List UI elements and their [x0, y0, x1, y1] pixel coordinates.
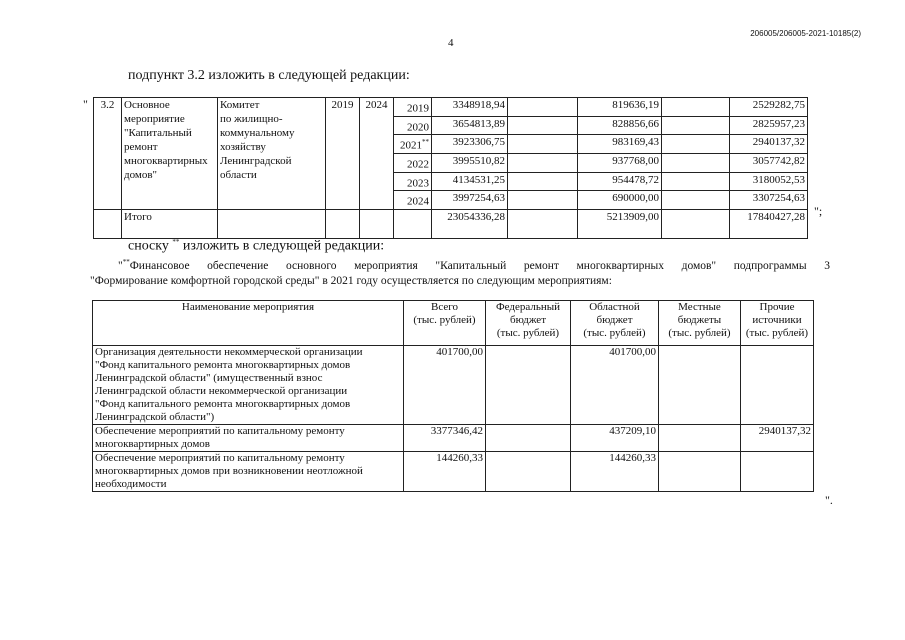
executor-line: области	[220, 169, 257, 181]
other-cell: 2529282,75	[730, 98, 808, 117]
section-heading-footnote	[128, 238, 384, 255]
table1-close-quote: ";	[814, 204, 823, 218]
table2-close-quote: ".	[825, 493, 833, 507]
event-name-cell	[122, 98, 218, 210]
table2-row	[93, 425, 814, 452]
regional-cell: 437209,10	[571, 425, 659, 452]
total-cell: 4134531,25	[432, 172, 508, 191]
year-cell	[394, 172, 432, 191]
activities-table	[92, 300, 814, 492]
regional-cell: 819636,19	[578, 98, 662, 117]
local-cell	[662, 116, 730, 135]
local-cell	[659, 346, 741, 425]
header-line: (тыс. рублей)	[413, 314, 476, 326]
total-row-other: 17840427,28	[730, 209, 808, 238]
regional-cell: 983169,43	[578, 135, 662, 154]
activity-name-line: Ленинградской области")	[95, 411, 215, 423]
activity-name-line: многоквартирных домов	[95, 438, 210, 450]
year-cell	[394, 153, 432, 172]
event-name-line: "Капитальный	[124, 127, 192, 139]
regional-cell: 144260,33	[571, 452, 659, 492]
executor-line: Комитет	[220, 99, 260, 111]
year-cell	[394, 135, 432, 154]
activity-name-cell	[93, 346, 404, 425]
federal-cell	[486, 346, 571, 425]
total-cell: 3348918,94	[432, 98, 508, 117]
paragraph-line-1	[90, 255, 830, 274]
heading2-mark: **	[172, 238, 180, 246]
executor-line: по жилищно-	[220, 113, 283, 125]
activity-name-line: необходимости	[95, 478, 167, 490]
header-line: Всего	[431, 301, 458, 313]
executor-line: хозяйству	[220, 141, 266, 153]
table1-row	[94, 98, 808, 117]
funding-table-subpoint	[93, 97, 808, 239]
year-value: 2024	[407, 195, 429, 208]
event-name-line: ремонт многоквартирных	[124, 141, 208, 167]
regional-cell: 937768,00	[578, 153, 662, 172]
event-name-line: Основное	[124, 99, 170, 111]
total-cell: 144260,33	[404, 452, 486, 492]
year-value: 2022	[407, 158, 429, 171]
year-cell	[394, 116, 432, 135]
activity-name-line: Ленинградской области некоммерческой организации	[95, 385, 348, 397]
header-line: источники	[752, 314, 802, 326]
other-cell: 3057742,82	[730, 153, 808, 172]
table2-header-row	[93, 301, 814, 346]
heading2-text-after: изложить в следующей редакции:	[179, 238, 385, 254]
start-year-cell: 2019	[326, 98, 360, 210]
local-cell	[662, 135, 730, 154]
other-cell: 2940137,32	[741, 425, 814, 452]
federal-cell	[508, 135, 578, 154]
total-row-total: 23054336,28	[432, 209, 508, 238]
paragraph-open-quote: "	[118, 259, 123, 272]
year-cell	[394, 98, 432, 117]
regional-cell: 954478,72	[578, 172, 662, 191]
total-row-label: Итого	[122, 209, 218, 238]
activity-name-line: Обеспечение мероприятий по капитальному ремонту	[95, 452, 345, 464]
page-number: 4	[448, 37, 454, 49]
total-row-empty-cell	[218, 209, 326, 238]
local-cell	[662, 153, 730, 172]
table2-row	[93, 346, 814, 425]
other-cell: 2940137,32	[730, 135, 808, 154]
header-other	[741, 301, 814, 346]
total-row-empty-cell	[326, 209, 360, 238]
activity-name-cell	[93, 452, 404, 492]
total-row-empty-cell	[662, 209, 730, 238]
other-cell: 2825957,23	[730, 116, 808, 135]
end-year-cell: 2024	[360, 98, 394, 210]
year-value: 2020	[407, 121, 429, 134]
table1-open-quote: "	[83, 97, 88, 111]
local-cell	[659, 425, 741, 452]
document-number: 206005/206005-2021-10185(2)	[750, 29, 861, 38]
total-row-empty-cell	[394, 209, 432, 238]
total-row-num-cell	[94, 209, 122, 238]
total-cell: 3377346,42	[404, 425, 486, 452]
federal-cell	[508, 116, 578, 135]
header-line: бюджет	[510, 314, 546, 326]
header-line: (тыс. рублей)	[583, 327, 646, 339]
other-cell	[741, 346, 814, 425]
activity-name-line: Обеспечение мероприятий по капитальному ремонту	[95, 425, 345, 437]
activity-name-line: "Фонд капитального ремонта многоквартирных домов	[95, 398, 351, 410]
header-line: Местные	[678, 301, 721, 313]
header-line: бюджет	[596, 314, 633, 326]
header-line: (тыс. рублей)	[496, 327, 560, 339]
local-cell	[662, 191, 730, 210]
total-cell: 3654813,89	[432, 116, 508, 135]
activity-name-line: Организация деятельности некоммерческой организации	[95, 346, 363, 358]
executor-line: коммунальному	[220, 127, 295, 139]
activity-name-line: "Фонд капитального ремонта многоквартирных домов	[95, 359, 351, 371]
year-cell	[394, 191, 432, 210]
executor-cell	[218, 98, 326, 210]
table2-row	[93, 452, 814, 492]
header-line: Федеральный	[495, 301, 561, 313]
total-cell: 401700,00	[404, 346, 486, 425]
header-loc	[659, 301, 741, 346]
local-cell	[662, 98, 730, 117]
local-cell	[659, 452, 741, 492]
total-cell: 3997254,63	[432, 191, 508, 210]
header-reg	[571, 301, 659, 346]
activity-name-line: Ленинградской области" (имущественный взнос	[95, 372, 323, 384]
paragraph-line1-text: Финансовое обеспечение основного мероприятия "Капитальный ремонт многоквартирных домов" подпрограммы 3	[129, 259, 830, 272]
other-cell: 3180052,53	[730, 172, 808, 191]
federal-cell	[508, 191, 578, 210]
total-row-regional: 5213909,00	[578, 209, 662, 238]
header-line: Областной	[589, 301, 640, 313]
year-footnote-mark: **	[422, 138, 429, 147]
activity-name-line: многоквартирных домов при возникновении неотложной	[95, 465, 363, 477]
paragraph-line-2: "Формирование комфортной городской среды" в 2021 году осуществляется по следующим мероприятиям:	[90, 274, 612, 287]
federal-cell	[508, 98, 578, 117]
section-heading-subpoint: подпункт 3.2 изложить в следующей редакции:	[128, 68, 410, 83]
federal-cell	[486, 452, 571, 492]
header-line: (тыс. рублей)	[745, 327, 809, 339]
total-row-empty-cell	[360, 209, 394, 238]
header-line: Прочие	[759, 301, 795, 313]
regional-cell: 401700,00	[571, 346, 659, 425]
activity-name-cell	[93, 425, 404, 452]
total-cell: 3995510,82	[432, 153, 508, 172]
other-cell: 3307254,63	[730, 191, 808, 210]
table1-total-row	[94, 209, 808, 238]
header-line: бюджеты	[677, 314, 722, 326]
year-value: 2023	[407, 177, 429, 190]
footnote-paragraph	[90, 255, 830, 289]
heading2-text-before: сноску	[128, 238, 173, 254]
header-line: (тыс. рублей)	[668, 327, 731, 339]
regional-cell: 690000,00	[578, 191, 662, 210]
total-row-empty-cell	[508, 209, 578, 238]
header-total	[404, 301, 486, 346]
header-fed	[486, 301, 571, 346]
event-number-cell: 3.2	[94, 98, 122, 210]
year-value: 2021	[400, 139, 422, 152]
total-cell: 3923306,75	[432, 135, 508, 154]
paragraph-mark: **	[122, 258, 130, 266]
executor-line: Ленинградской	[220, 155, 292, 167]
other-cell	[741, 452, 814, 492]
event-name-line: мероприятие	[124, 113, 185, 125]
federal-cell	[508, 172, 578, 191]
header-name: Наименование мероприятия	[93, 301, 404, 346]
event-name-line: домов"	[124, 169, 158, 181]
year-value: 2019	[407, 102, 429, 115]
federal-cell	[486, 425, 571, 452]
federal-cell	[508, 153, 578, 172]
regional-cell: 828856,66	[578, 116, 662, 135]
local-cell	[662, 172, 730, 191]
